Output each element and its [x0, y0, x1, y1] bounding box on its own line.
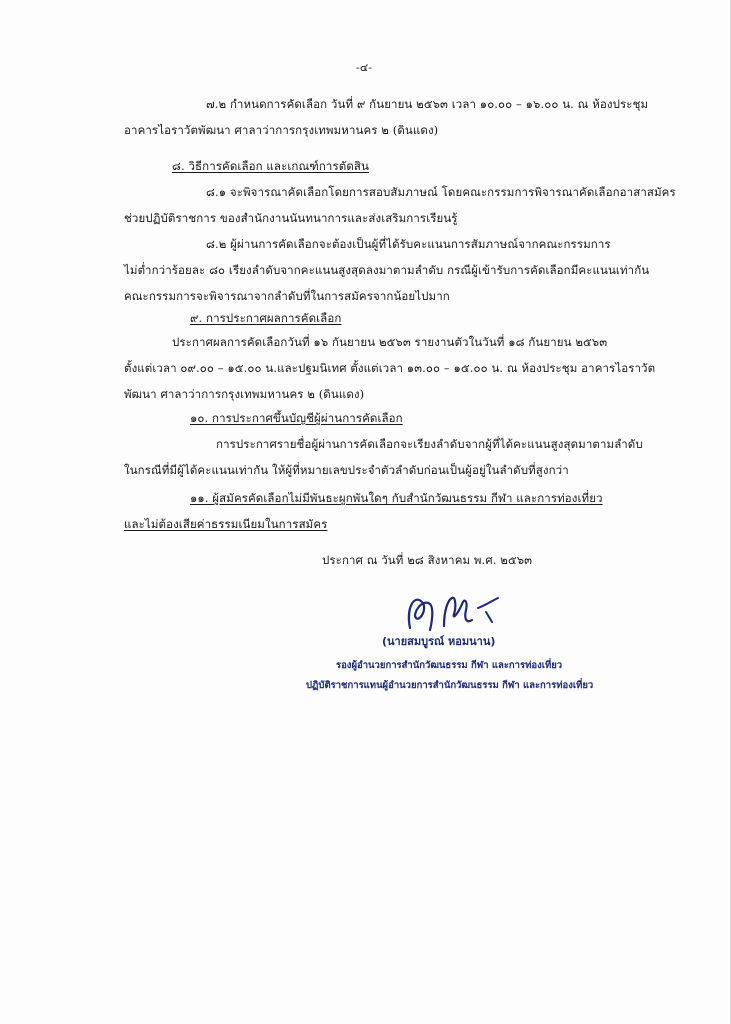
section-9-heading: ๙. การประกาศผลการคัดเลือก: [190, 311, 342, 325]
page-number: -๔-: [356, 61, 373, 74]
signature-mark: [400, 588, 520, 638]
signatory-title-2: ปฏิบัติราชการแทนผู้อำนวยการสำนักวัฒนธรรม กีฬา และการท่องเที่ยว: [306, 680, 594, 691]
announce-date: ประกาศ ณ วันที่ ๒๘ สิงหาคม พ.ศ. ๒๕๖๓: [322, 553, 533, 567]
section-9-line-2: ตั้งแต่เวลา ๐๙.๐๐ – ๑๕.๐๐ น.และปฐมนิเทศ ตั้งแต่เวลา ๑๓.๐๐ – ๑๕.๐๐ น. ณ ห้องประชุม อาคารไอราวัต: [124, 361, 656, 375]
section-11-line-2: และไม่ต้องเสียค่าธรรมเนียมในการสมัคร: [124, 517, 328, 531]
section-8-1-line-1: ๘.๑ จะพิจารณาคัดเลือกโดยการสอบสัมภาษณ์ โดยคณะกรรมการพิจารณาคัดเลือกอาสาสมัคร: [206, 185, 676, 199]
section-9-line-1: ประกาศผลการคัดเลือกวันที่ ๑๖ กันยายน ๒๕๖๓ รายงานตัวในวันที่ ๑๘ กันยายน ๒๕๖๓: [172, 335, 608, 349]
section-7-2-line-1: ๗.๒ กำหนดการคัดเลือก วันที่ ๙ กันยายน ๒๕๖๓ เวลา ๑๐.๐๐ – ๑๖.๐๐ น. ณ ห้องประชุม: [206, 97, 649, 111]
section-10-line-1: การประกาศรายชื่อผู้ผ่านการคัดเลือกจะเรียงลำดับจากผู้ที่ได้คะแนนสูงสุดมาตามลำดับ: [216, 437, 643, 451]
section-11-line-1: ๑๑. ผู้สมัครคัดเลือกไม่มีพันธะผูกพันใดๆ กับสำนักวัฒนธรรม กีฬา และการท่องเที่ยว: [190, 491, 603, 505]
section-8-heading: ๘. วิธีการคัดเลือก และเกณฑ์การตัดสิน: [172, 159, 369, 173]
section-9-line-3: พัฒนา ศาลาว่าการกรุงเทพมหานคร ๒ (ดินแดง): [124, 387, 365, 401]
section-8-2-line-2: ไม่ต่ำกว่าร้อยละ ๘๐ เรียงลำดับจากคะแนนสูงสุดลงมาตามลำดับ กรณีผู้เข้ารับการคัดเลือกมีคะแนนเท่ากัน: [124, 263, 650, 277]
section-7-2-line-2: อาคารไอราวัตพัฒนา ศาลาว่าการกรุงเทพมหานคร ๒ (ดินแดง): [124, 123, 439, 137]
signatory-name: (นายสมบูรณ์ หอมนาน): [382, 635, 496, 648]
section-8-2-line-3: คณะกรรมการจะพิจารณาจากลำดับที่ในการสมัครจากน้อยไปมาก: [124, 289, 450, 303]
section-8-2-line-1: ๘.๒ ผู้ผ่านการคัดเลือกจะต้องเป็นผู้ที่ได้รับคะแนนการสัมภาษณ์จากคณะกรรมการ: [206, 237, 611, 251]
signatory-title-1: รองผู้อำนวยการสำนักวัฒนธรรม กีฬา และการท่องเที่ยว: [336, 660, 563, 671]
section-8-1-line-2: ช่วยปฏิบัติราชการ ของสำนักงานนันทนาการและส่งเสริมการเรียนรู้: [124, 211, 458, 225]
section-10-line-2: ในกรณีที่มีผู้ได้คะแนนเท่ากัน ให้ผู้ที่หมายเลขประจำตัวลำดับก่อนเป็นผู้อยู่ในลำดับที่สูงกว่า: [124, 463, 569, 477]
section-10-heading: ๑๐. การประกาศขึ้นบัญชีผู้ผ่านการคัดเลือก: [190, 411, 403, 425]
